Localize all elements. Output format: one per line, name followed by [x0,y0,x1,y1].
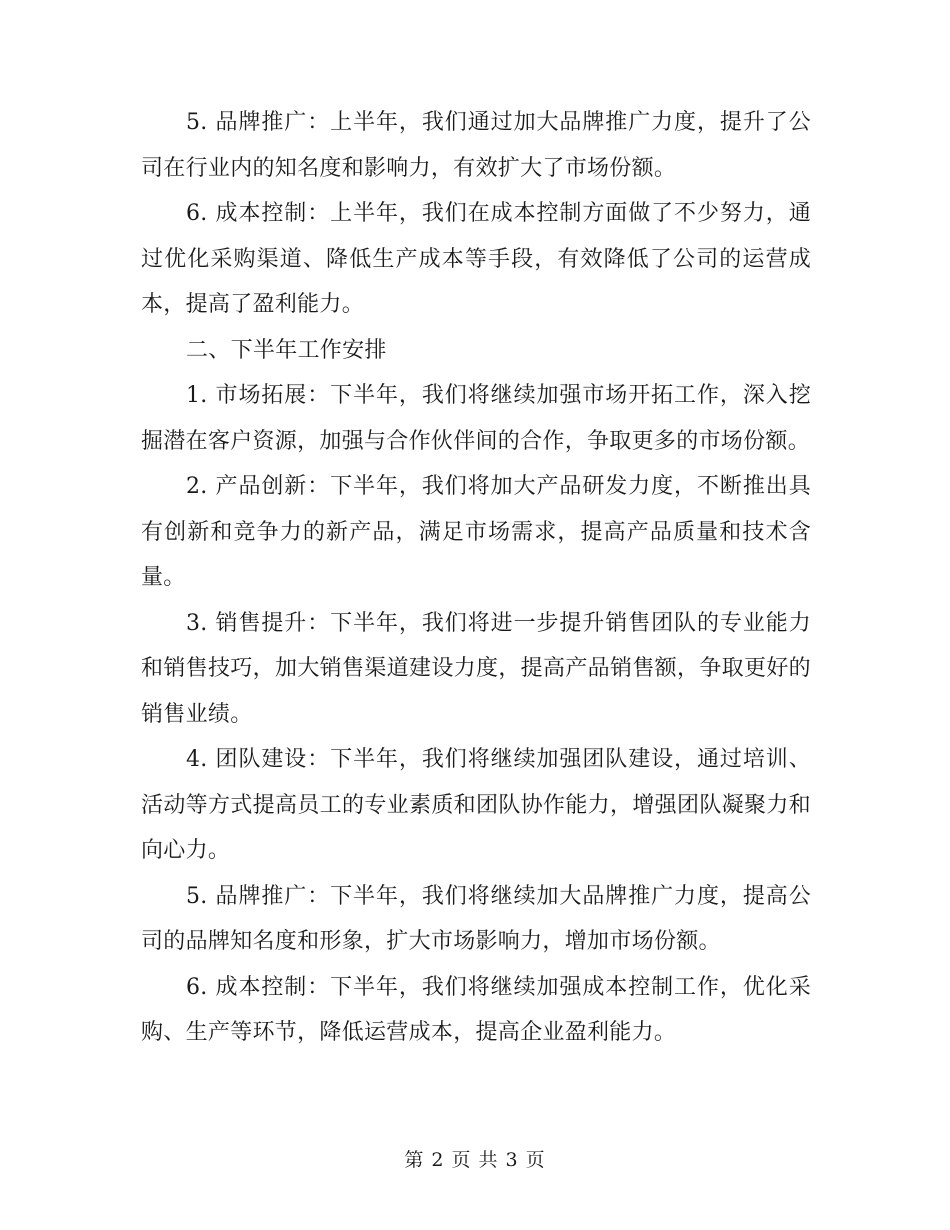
paragraph-sales-improvement: 3. 销售提升：下半年，我们将进一步提升销售团队的专业能力和销售技巧，加大销售渠道建设力度，提高产品销售额，争取更好的销售业绩。 [141,610,811,727]
paragraph-cost-control-h1: 6. 成本控制：上半年，我们在成本控制方面做了不少努力，通过优化采购渠道、降低生产成本等手段，有效降低了公司的运营成本，提高了盈利能力。 [141,201,811,317]
paragraph-cost-control-h2: 6. 成本控制：下半年，我们将继续加强成本控制工作，优化采购、生产等环节，降低运营成本，提高企业盈利能力。 [141,974,811,1045]
paragraph-market-expansion: 1. 市场拓展：下半年，我们将继续加强市场开拓工作，深入挖掘潜在客户资源，加强与合作伙伴间的合作，争取更多的市场份额。 [141,383,811,454]
paragraph-brand-promotion-h1: 5. 品牌推广：上半年，我们通过加大品牌推广力度，提升了公司在行业内的知名度和影响力，有效扩大了市场份额。 [141,110,811,181]
page-number-footer: 第 2 页 共 3 页 [404,1149,546,1171]
document-body [141,100,811,1056]
paragraph-team-building: 4. 团队建设：下半年，我们将继续加强团队建设，通过培训、活动等方式提高员工的专业素质和团队协作能力，增强团队凝聚力和向心力。 [141,747,811,863]
paragraph-product-innovation: 2. 产品创新：下半年，我们将加大产品研发力度，不断推出具有创新和竞争力的新产品，满足市场需求，提高产品质量和技术含量。 [141,474,811,590]
paragraph-brand-promotion-h2: 5. 品牌推广：下半年，我们将继续加大品牌推广力度，提高公司的品牌知名度和形象，扩大市场影响力，增加市场份额。 [141,883,811,954]
section-heading-h2-plan: 二、下半年工作安排 [186,337,387,363]
